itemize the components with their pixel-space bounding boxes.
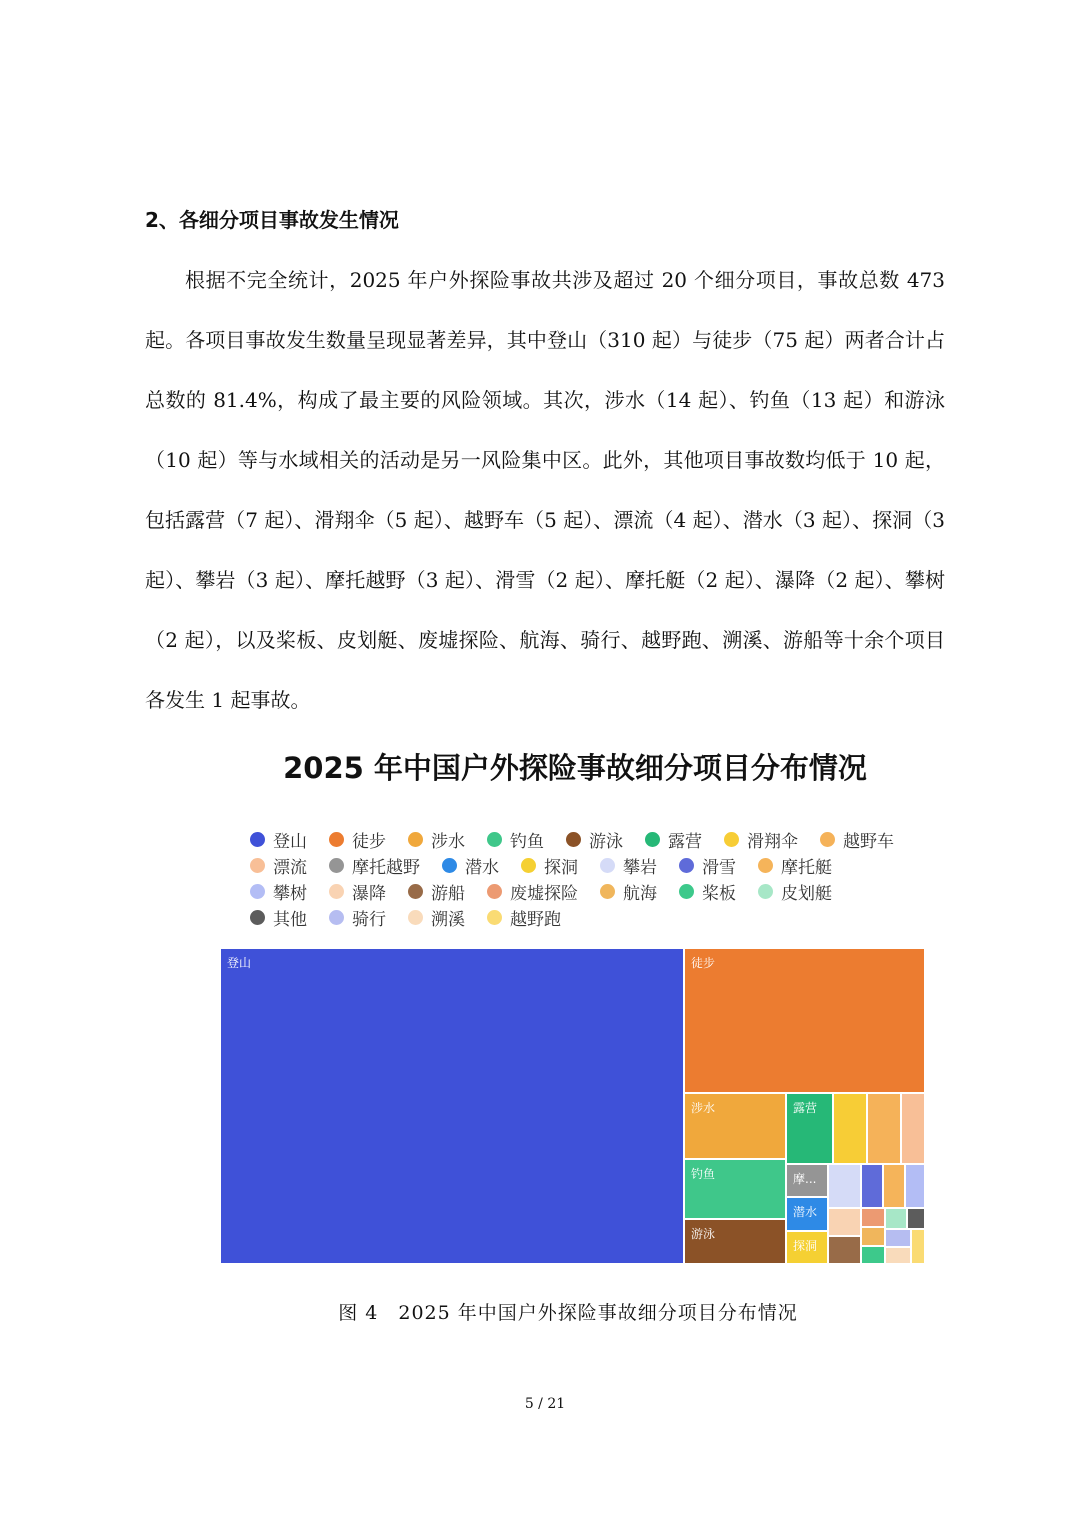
legend-swatch — [600, 858, 615, 873]
legend-item[interactable] — [566, 826, 623, 852]
treemap-tile[interactable] — [786, 1197, 828, 1231]
legend-swatch — [679, 858, 694, 873]
treemap-tile[interactable] — [828, 1164, 861, 1208]
treemap-tile[interactable] — [684, 1219, 786, 1264]
treemap-tile[interactable] — [833, 1093, 867, 1164]
legend-item[interactable] — [521, 852, 578, 878]
legend-item[interactable] — [408, 826, 465, 852]
treemap-tile-label: 露营 — [793, 1101, 818, 1115]
treemap-tile-label: 钓鱼 — [691, 1167, 716, 1181]
legend-item[interactable] — [442, 852, 499, 878]
legend-label: 钓鱼 — [510, 831, 544, 852]
treemap-chart — [220, 948, 925, 1264]
treemap-tile[interactable] — [861, 1208, 885, 1227]
legend-swatch — [521, 858, 536, 873]
legend-item[interactable] — [679, 878, 736, 904]
legend-label: 涉水 — [431, 831, 465, 852]
legend-item[interactable] — [408, 878, 465, 904]
legend-label: 越野跑 — [510, 909, 561, 930]
treemap-tile-label: 涉水 — [691, 1101, 716, 1115]
legend-swatch — [329, 884, 344, 899]
legend-item[interactable] — [600, 852, 657, 878]
treemap-tile[interactable] — [885, 1208, 907, 1229]
treemap-tile[interactable] — [901, 1093, 925, 1164]
legend-item[interactable] — [487, 826, 544, 852]
legend-label: 攀树 — [273, 883, 307, 904]
treemap-tile[interactable] — [885, 1247, 911, 1264]
legend-swatch — [679, 884, 694, 899]
legend-swatch — [645, 832, 660, 847]
legend-item[interactable] — [645, 826, 702, 852]
treemap-tile[interactable] — [905, 1164, 925, 1208]
legend-item[interactable] — [250, 904, 307, 930]
treemap-tile[interactable] — [828, 1236, 861, 1264]
legend-item[interactable] — [679, 852, 736, 878]
legend-label: 摩托艇 — [781, 857, 832, 878]
legend-swatch — [758, 884, 773, 899]
legend-label: 探洞 — [544, 857, 578, 878]
legend-label: 滑雪 — [702, 857, 736, 878]
legend-label: 游船 — [431, 883, 465, 904]
treemap-tile[interactable] — [907, 1208, 925, 1229]
treemap-tile[interactable] — [828, 1208, 861, 1236]
treemap-tile[interactable] — [861, 1246, 885, 1264]
legend-label: 骑行 — [352, 909, 386, 930]
chart-title: 2025 年中国户外探险事故细分项目分布情况 — [283, 751, 867, 785]
legend-swatch — [442, 858, 457, 873]
legend-label: 漂流 — [273, 857, 307, 878]
treemap-tile-label: 徒步 — [691, 956, 716, 970]
legend-swatch — [250, 832, 265, 847]
legend-label: 越野车 — [843, 831, 894, 852]
legend-label: 皮划艇 — [781, 883, 832, 904]
legend-label: 其他 — [273, 909, 307, 930]
legend-swatch — [820, 832, 835, 847]
treemap-tile-label: 潜水 — [793, 1205, 818, 1219]
legend-swatch — [724, 832, 739, 847]
legend-item[interactable] — [820, 826, 894, 852]
legend-item[interactable] — [487, 878, 578, 904]
legend-swatch — [329, 910, 344, 925]
legend-swatch — [408, 832, 423, 847]
legend-swatch — [329, 858, 344, 873]
legend-item[interactable] — [329, 826, 386, 852]
treemap-tile[interactable] — [911, 1229, 925, 1264]
legend-label: 摩托越野 — [352, 857, 420, 878]
treemap-tile[interactable] — [861, 1227, 885, 1246]
legend-item[interactable] — [329, 878, 386, 904]
legend-swatch — [566, 832, 581, 847]
treemap-tile-label: 游泳 — [691, 1227, 716, 1241]
legend-item[interactable] — [758, 878, 832, 904]
treemap-tile[interactable] — [684, 1159, 786, 1219]
legend-swatch — [408, 910, 423, 925]
section-heading: 2、各细分项目事故发生情况 — [145, 208, 399, 232]
figure-caption: 图 4 2025 年中国户外探险事故细分项目分布情况 — [338, 1302, 798, 1324]
legend-item[interactable] — [250, 826, 307, 852]
legend-item[interactable] — [329, 852, 420, 878]
legend-label: 滑翔伞 — [747, 831, 798, 852]
treemap-tile-label: 登山 — [227, 956, 252, 970]
body-paragraph: 根据不完全统计，2025 年户外探险事故共涉及超过 20 个细分项目，事故总数 473 起。各项目事故发生数量呈现显著差异，其中登山（310 起）与徒步（75 起）两者合计占总数的 81.4%，构成了最主要的风险领域。其次，涉水（14 起）、钓鱼（13 起）和游泳（10 起）等与水域相关的活动是另一风险集中区。此外，其他项目事故数均低于 10 起，包括露营（7 起）、滑翔伞（5 起）、越野车（5 起）、漂流（4 起）、潜水（3 起）、探洞（3 起）、攀岩（3 起）、摩托越野（3 起）、滑雪（2 起）、摩托艇（2 起）、瀑降（2 起）、攀树（2 起），以及桨板、皮划艇、废墟探险、航海、骑行、越野跑、溯溪、游船等十余个项目各发生 1 起事故。 — [145, 268, 945, 712]
legend-item[interactable] — [600, 878, 657, 904]
treemap-tile[interactable] — [220, 948, 684, 1264]
legend-item[interactable] — [408, 904, 465, 930]
legend-label: 登山 — [273, 831, 307, 852]
treemap-tile-label: 探洞 — [793, 1239, 818, 1253]
legend-item[interactable] — [758, 852, 832, 878]
legend-swatch — [487, 910, 502, 925]
legend-swatch — [487, 832, 502, 847]
treemap-tile[interactable] — [867, 1093, 901, 1164]
legend-swatch — [250, 858, 265, 873]
legend-item[interactable] — [250, 878, 307, 904]
treemap-tile[interactable] — [786, 1164, 828, 1197]
page-number: 5 / 21 — [524, 1396, 566, 1412]
treemap-tile[interactable] — [786, 1093, 833, 1164]
legend-swatch — [408, 884, 423, 899]
legend-label: 徒步 — [352, 831, 386, 852]
legend-swatch — [487, 884, 502, 899]
legend-item[interactable] — [329, 904, 386, 930]
treemap-tile[interactable] — [684, 1093, 786, 1159]
legend-item[interactable] — [487, 904, 561, 930]
legend-swatch — [758, 858, 773, 873]
legend-swatch — [250, 884, 265, 899]
legend-swatch — [329, 832, 344, 847]
treemap-tile[interactable] — [883, 1164, 905, 1208]
legend-label: 攀岩 — [623, 857, 657, 878]
legend-label: 溯溪 — [431, 909, 465, 930]
legend-label: 游泳 — [589, 831, 623, 852]
legend-item[interactable] — [724, 826, 798, 852]
legend-label: 瀑降 — [352, 883, 386, 904]
treemap-tile[interactable] — [861, 1164, 883, 1208]
legend-label: 潜水 — [465, 857, 499, 878]
legend-label: 航海 — [623, 883, 657, 904]
treemap-tile[interactable] — [786, 1231, 828, 1264]
legend-label: 露营 — [668, 831, 702, 852]
treemap-tile[interactable] — [885, 1229, 911, 1247]
legend-swatch — [250, 910, 265, 925]
legend-item[interactable] — [250, 852, 307, 878]
legend-swatch — [600, 884, 615, 899]
legend-label: 桨板 — [702, 883, 736, 904]
legend-label: 废墟探险 — [510, 883, 578, 904]
treemap-tile-label: 摩... — [793, 1172, 817, 1186]
treemap-tile[interactable] — [684, 948, 925, 1093]
chart-legend — [250, 826, 930, 930]
